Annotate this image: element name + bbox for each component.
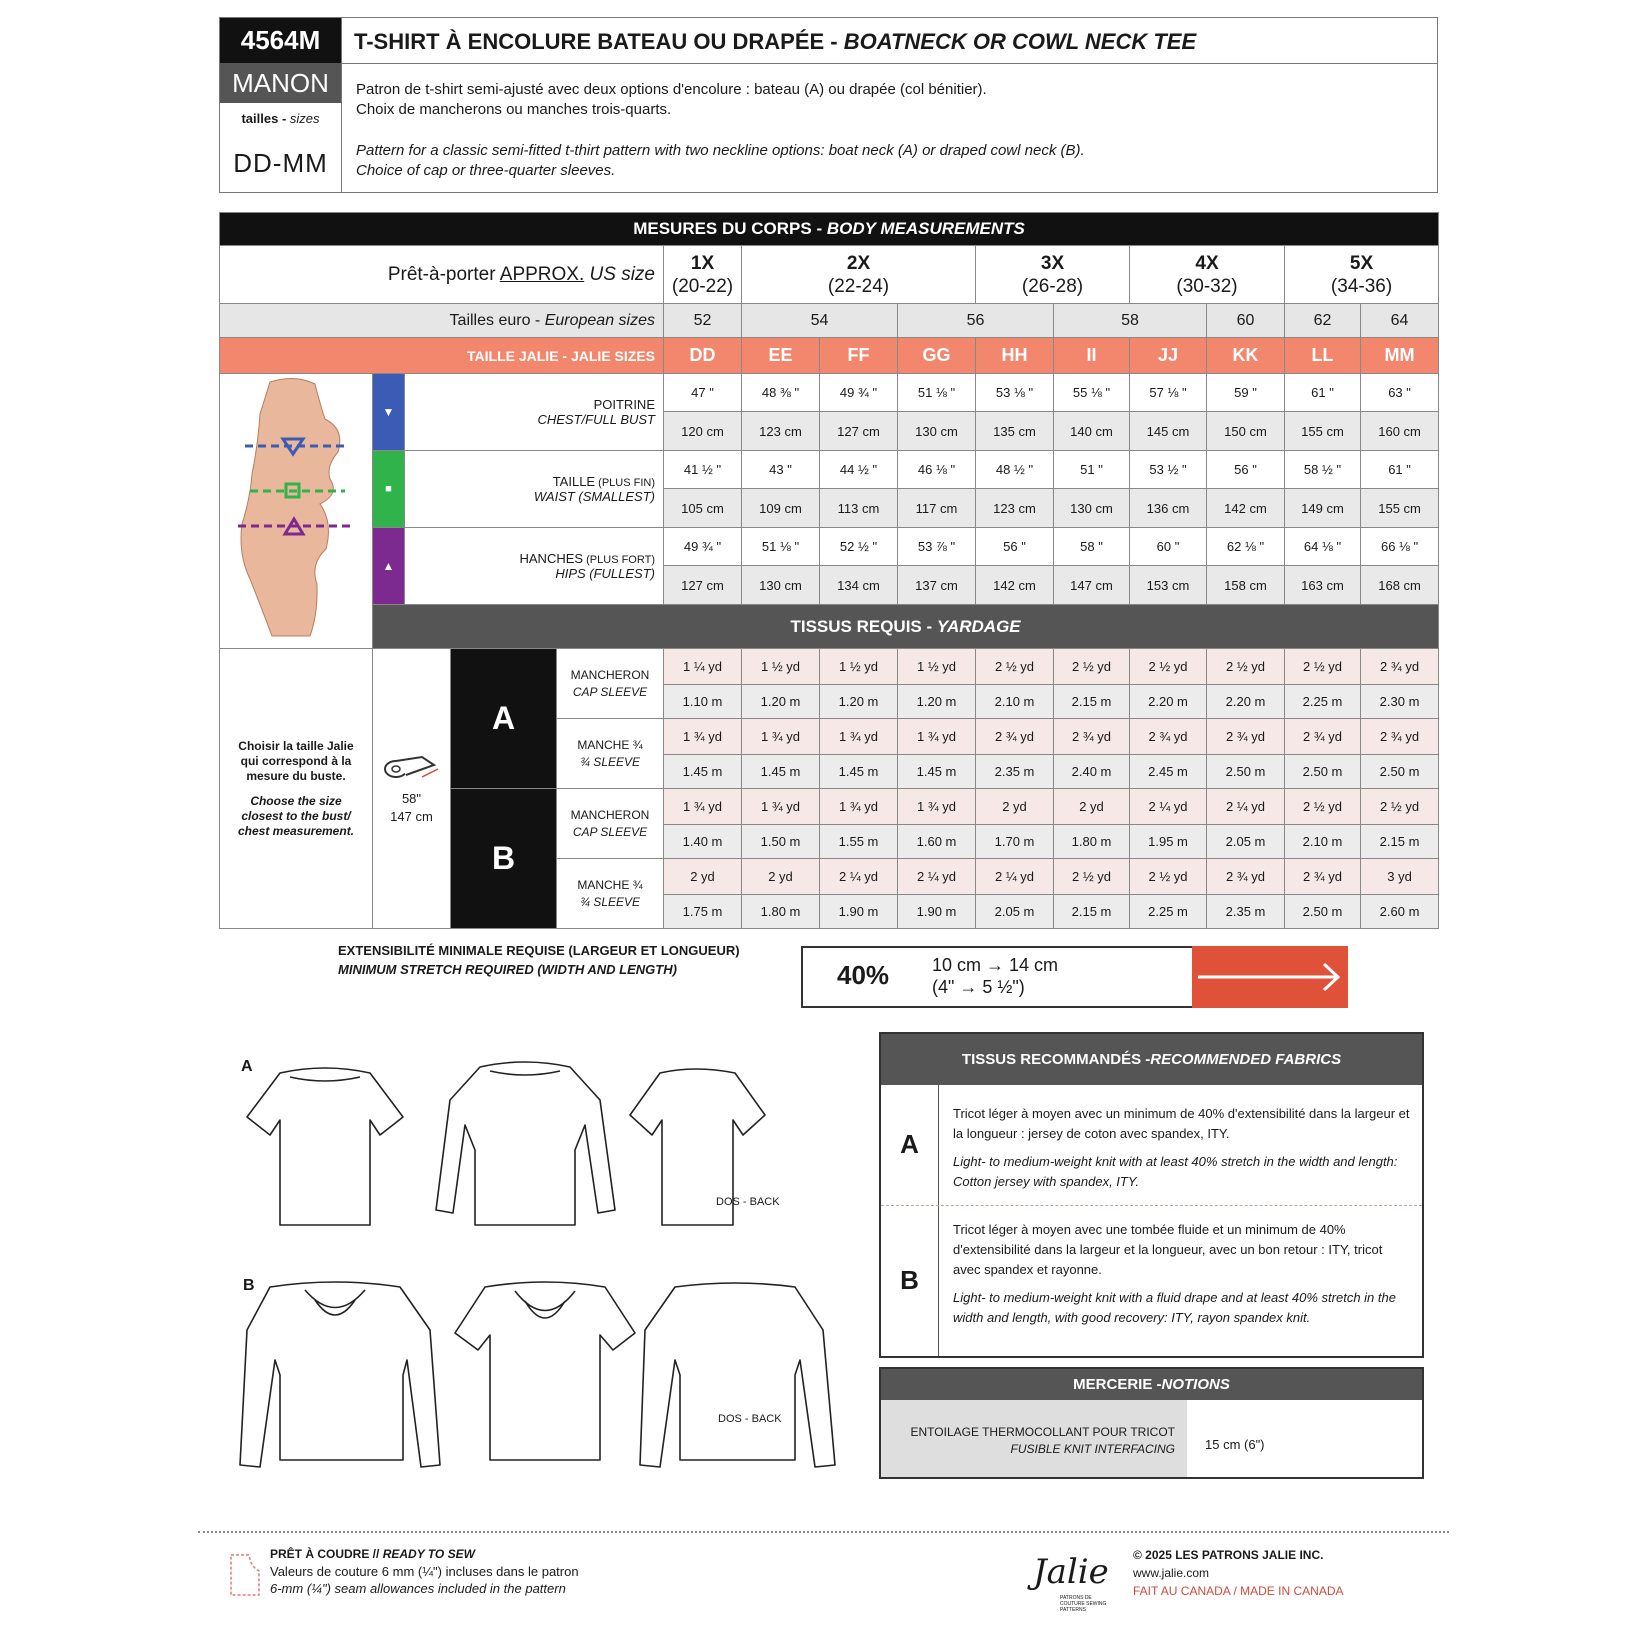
notion-qty: 15 cm (6")	[1205, 1437, 1265, 1452]
yardage-yd: 2 ¼ yd	[1130, 789, 1207, 825]
waist-cm: 113 cm	[820, 489, 898, 528]
jalie-size: KK	[1207, 338, 1285, 374]
us-size-2x: 2X (22-24)	[742, 246, 976, 304]
yardage-m: 2.20 m	[1130, 685, 1207, 719]
euro-size: 56	[898, 304, 1054, 338]
chest-cm: 127 cm	[820, 412, 898, 451]
waist-in: 51 "	[1054, 451, 1130, 489]
yardage-yd: 2 yd	[1054, 789, 1130, 825]
waist-cm: 149 cm	[1285, 489, 1361, 528]
waist-label: TAILLE (PLUS FIN) WAIST (SMALLEST)	[405, 451, 664, 528]
yardage-m: 2.45 m	[1130, 755, 1207, 789]
cap-sleeve-label: MANCHERON CAP SLEEVE	[557, 649, 664, 719]
yardage-m: 2.30 m	[1361, 685, 1439, 719]
yardage-m: 2.25 m	[1130, 895, 1207, 929]
hips-in: 56 "	[976, 528, 1054, 566]
yardage-m: 1.20 m	[820, 685, 898, 719]
yardage-m: 2.10 m	[976, 685, 1054, 719]
yardage-yd: 2 yd	[976, 789, 1054, 825]
hips-cm: 134 cm	[820, 566, 898, 605]
yardage-yd: 1 ½ yd	[742, 649, 820, 685]
jalie-size: MM	[1361, 338, 1439, 374]
yardage-m: 2.05 m	[976, 895, 1054, 929]
body-silhouette-icon	[220, 374, 373, 646]
stretch-gauge	[801, 946, 1348, 1008]
yardage-yd: 2 ¾ yd	[1207, 719, 1285, 755]
hips-in: 66 ⅛ "	[1361, 528, 1439, 566]
hips-cm: 163 cm	[1285, 566, 1361, 605]
hips-cm: 142 cm	[976, 566, 1054, 605]
hips-in: 58 "	[1054, 528, 1130, 566]
choose-size-note: Choisir la taille Jalie qui correspond à la mesure du buste. Choose the size closest to the bust/ chest measurement.	[220, 649, 373, 929]
hips-in: 60 "	[1130, 528, 1207, 566]
yardage-m: 2.50 m	[1361, 755, 1439, 789]
recommended-fabrics	[879, 1032, 1424, 1358]
yardage-m: 2.60 m	[1361, 895, 1439, 929]
fabrics-header: TISSUS RECOMMANDÉS - RECOMMENDED FABRICS	[881, 1034, 1422, 1085]
yardage-m: 1.45 m	[664, 755, 742, 789]
yardage-yd: 2 ½ yd	[1361, 789, 1439, 825]
yardage-m: 2.50 m	[1207, 755, 1285, 789]
yardage-yd: 1 ¾ yd	[898, 719, 976, 755]
waist-cm: 117 cm	[898, 489, 976, 528]
pattern-code: 4564M	[220, 18, 341, 63]
yardage-yd: 2 ¾ yd	[1361, 649, 1439, 685]
waist-cm: 123 cm	[976, 489, 1054, 528]
yardage-m: 2.05 m	[1207, 825, 1285, 859]
pattern-header	[219, 17, 1438, 193]
chest-cm: 135 cm	[976, 412, 1054, 451]
waist-cm: 130 cm	[1054, 489, 1130, 528]
yardage-yd: 2 ¼ yd	[820, 859, 898, 895]
waist-in: 44 ½ "	[820, 451, 898, 489]
yardage-m: 2.20 m	[1207, 685, 1285, 719]
us-size-4x: 4X (30-32)	[1130, 246, 1285, 304]
stretch-arrow-icon	[1192, 946, 1348, 1008]
chest-cm: 130 cm	[898, 412, 976, 451]
yardage-m: 2.15 m	[1054, 685, 1130, 719]
yardage-yd: 3 yd	[1361, 859, 1439, 895]
hips-cm: 147 cm	[1054, 566, 1130, 605]
stretch-percent: 40%	[837, 960, 890, 990]
us-size-1x: 1X (20-22)	[664, 246, 742, 304]
yardage-yd: 2 ½ yd	[1054, 649, 1130, 685]
euro-size: 64	[1361, 304, 1439, 338]
yardage-m: 1.50 m	[742, 825, 820, 859]
hips-in: 52 ½ "	[820, 528, 898, 566]
yardage-yd: 2 ¾ yd	[1285, 719, 1361, 755]
chest-cm: 120 cm	[664, 412, 742, 451]
cap-sleeve-label: MANCHERON CAP SLEEVE	[557, 789, 664, 859]
chest-cm: 160 cm	[1361, 412, 1439, 451]
jalie-size: II	[1054, 338, 1130, 374]
jalie-size-label: TAILLE JALIE - JALIE SIZES	[220, 338, 664, 374]
yardage-yd: 2 ½ yd	[1054, 859, 1130, 895]
jalie-logo-sub: PATRONS DE COUTURE SEWING PATTERNS	[1060, 1595, 1107, 1613]
description-fr: Patron de t-shirt semi-ajusté avec deux options d'encolure : bateau (A) ou drapée (col bénitier). Choix de mancherons ou manches trois-quarts.	[356, 81, 987, 118]
hips-cm: 127 cm	[664, 566, 742, 605]
jalie-size-row	[220, 338, 1439, 374]
yardage-yd: 1 ¾ yd	[664, 789, 742, 825]
fabric-a-label: A	[900, 1129, 919, 1159]
jalie-size: FF	[820, 338, 898, 374]
yardage-m: 1.10 m	[664, 685, 742, 719]
fabric-b-label: B	[900, 1265, 919, 1295]
yardage-m: 1.80 m	[1054, 825, 1130, 859]
view-b-label: B	[451, 789, 557, 929]
chest-in: 61 "	[1285, 374, 1361, 412]
yardage-yd: 2 ¼ yd	[898, 859, 976, 895]
website-link[interactable]: www.jalie.com	[1133, 1566, 1210, 1580]
hips-marker-icon: ▲	[373, 528, 405, 605]
sizes-label: tailles - sizes	[241, 111, 320, 126]
euro-size: 52	[664, 304, 742, 338]
fabric-width: 58" 147 cm	[373, 649, 451, 929]
notions-header: MERCERIE - NOTIONS	[881, 1369, 1422, 1400]
euro-size: 54	[742, 304, 898, 338]
chest-marker-icon: ▼	[373, 374, 405, 451]
yardage-yd: 2 ¼ yd	[976, 859, 1054, 895]
euro-size: 62	[1285, 304, 1361, 338]
yardage-m: 1.20 m	[898, 685, 976, 719]
hips-cm: 153 cm	[1130, 566, 1207, 605]
footer-divider	[198, 1531, 1449, 1533]
size-range: DD-MM	[233, 148, 328, 178]
hips-in: 62 ⅛ "	[1207, 528, 1285, 566]
chest-in: 63 "	[1361, 374, 1439, 412]
yardage-m: 2.50 m	[1285, 755, 1361, 789]
waist-in: 43 "	[742, 451, 820, 489]
jalie-size: DD	[664, 338, 742, 374]
yardage-yd: 2 ¾ yd	[1130, 719, 1207, 755]
yardage-yd: 1 ¼ yd	[664, 649, 742, 685]
yardage-yd: 2 ½ yd	[1130, 649, 1207, 685]
chest-in: 53 ⅛ "	[976, 374, 1054, 412]
waist-in: 48 ½ "	[976, 451, 1054, 489]
yardage-yd: 2 yd	[742, 859, 820, 895]
waist-in: 58 ½ "	[1285, 451, 1361, 489]
chest-in: 55 ⅛ "	[1054, 374, 1130, 412]
yardage-yd: 1 ¾ yd	[742, 789, 820, 825]
chest-cm: 123 cm	[742, 412, 820, 451]
tee-line-drawings-icon	[235, 1055, 855, 1525]
jalie-size: EE	[742, 338, 820, 374]
waist-in: 61 "	[1361, 451, 1439, 489]
yardage-m: 1.45 m	[820, 755, 898, 789]
yardage-m: 1.45 m	[742, 755, 820, 789]
yardage-yd: 1 ¾ yd	[820, 719, 898, 755]
euro-size-label: Tailles euro - European sizes	[220, 304, 664, 338]
notion-item: ENTOILAGE THERMOCOLLANT POUR TRICOT FUSIBLE KNIT INTERFACING	[881, 1400, 1187, 1477]
hips-in: 64 ⅛ "	[1285, 528, 1361, 566]
yardage-yd: 2 ½ yd	[976, 649, 1054, 685]
fabric-b-text: Tricot léger à moyen avec une tombée fluide et un minimum de 40% d'extensibilité dans la largeur et la longueur, avec un bon retour : ITY, tricot avec spandex et rayonne. Light- to medium-weight knit with a fluid drape and at least 40% stretch in the width and length, with good recovery: ITY, rayon spandex knit.	[953, 1222, 1396, 1325]
description-en: Pattern for a classic semi-fitted t-thirt pattern with two neckline options: boat neck (A) or draped cowl neck (B). Choice of cap or three-quarter sleeves.	[356, 142, 1085, 179]
view-a-label: A	[451, 649, 557, 789]
waist-cm: 136 cm	[1130, 489, 1207, 528]
chest-cm: 155 cm	[1285, 412, 1361, 451]
copyright-block: © 2025 LES PATRONS JALIE INC. www.jalie.com FAIT AU CANADA / MADE IN CANADA	[1133, 1548, 1344, 1598]
yardage-m: 1.60 m	[898, 825, 976, 859]
yardage-yd: 2 ¾ yd	[1054, 719, 1130, 755]
yardage-yd: 2 ½ yd	[1130, 859, 1207, 895]
waist-cm: 109 cm	[742, 489, 820, 528]
chest-cm: 145 cm	[1130, 412, 1207, 451]
rtw-size-label: Prêt-à-porter APPROX. US size	[220, 246, 664, 304]
body-figure	[220, 374, 373, 649]
yardage-yd: 1 ¾ yd	[664, 719, 742, 755]
yardage-m: 2.25 m	[1285, 685, 1361, 719]
yardage-yd: 2 ½ yd	[1207, 649, 1285, 685]
seam-allowance-icon	[227, 1551, 263, 1599]
chest-in: 57 ⅛ "	[1130, 374, 1207, 412]
yardage-yd: 1 ¾ yd	[820, 789, 898, 825]
hips-in: 51 ⅛ "	[742, 528, 820, 566]
hips-label: HANCHES (PLUS FORT) HIPS (FULLEST)	[405, 528, 664, 605]
waist-cm: 142 cm	[1207, 489, 1285, 528]
yardage-m: 1.80 m	[742, 895, 820, 929]
yardage-m: 2.50 m	[1285, 895, 1361, 929]
three-quarter-sleeve-label: MANCHE ¾ ¾ SLEEVE	[557, 719, 664, 789]
waist-in: 56 "	[1207, 451, 1285, 489]
page-title: T-SHIRT À ENCOLURE BATEAU OU DRAPÉE - BOATNECK OR COWL NECK TEE	[354, 29, 1197, 54]
chest-in: 47 "	[664, 374, 742, 412]
hips-cm: 130 cm	[742, 566, 820, 605]
yardage-yd: 2 ½ yd	[1285, 789, 1361, 825]
jalie-size: HH	[976, 338, 1054, 374]
yardage-yd: 2 ¾ yd	[1361, 719, 1439, 755]
pattern-name: MANON	[220, 63, 341, 103]
us-size-5x: 5X (34-36)	[1285, 246, 1439, 304]
drawing-a-label: A	[241, 1058, 253, 1075]
three-quarter-sleeve-label: MANCHE ¾ ¾ SLEEVE	[557, 859, 664, 929]
yardage-yd: 1 ½ yd	[898, 649, 976, 685]
yardage-yd: 2 ¾ yd	[1207, 859, 1285, 895]
yardage-yd: 2 ¾ yd	[1285, 859, 1361, 895]
yardage-m: 1.40 m	[664, 825, 742, 859]
waist-in: 46 ⅛ "	[898, 451, 976, 489]
waist-marker-icon: ■	[373, 451, 405, 528]
ready-to-sew: PRÊT À COUDRE // READY TO SEW Valeurs de couture 6 mm (¼") incluses dans le patron 6-mm (¼") seam allowances included in the pattern	[270, 1547, 579, 1596]
yardage-m: 1.90 m	[898, 895, 976, 929]
waist-cm: 105 cm	[664, 489, 742, 528]
chest-in: 48 ⅜ "	[742, 374, 820, 412]
chest-in: 59 "	[1207, 374, 1285, 412]
stretch-label: EXTENSIBILITÉ MINIMALE REQUISE (LARGEUR ET LONGUEUR) MINIMUM STRETCH REQUIRED (WIDTH AND LENGTH)	[338, 943, 740, 977]
yardage-m: 2.10 m	[1285, 825, 1361, 859]
yardage-m: 1.90 m	[820, 895, 898, 929]
yardage-yd: 2 ½ yd	[1285, 649, 1361, 685]
yardage-m: 2.40 m	[1054, 755, 1130, 789]
yardage-yd: 1 ¾ yd	[742, 719, 820, 755]
yardage-m: 2.35 m	[976, 755, 1054, 789]
us-size-3x: 3X (26-28)	[976, 246, 1130, 304]
jalie-size: GG	[898, 338, 976, 374]
measurement-table	[219, 212, 1439, 929]
hips-cm: 158 cm	[1207, 566, 1285, 605]
chest-in: 51 ⅛ "	[898, 374, 976, 412]
yardage-m: 2.15 m	[1054, 895, 1130, 929]
jalie-size: LL	[1285, 338, 1361, 374]
yardage-yd: 2 ¼ yd	[1207, 789, 1285, 825]
yardage-yd: 1 ½ yd	[820, 649, 898, 685]
yardage-m: 2.15 m	[1361, 825, 1439, 859]
hips-cm: 137 cm	[898, 566, 976, 605]
body-measurements-header: MESURES DU CORPS - BODY MEASUREMENTS	[220, 213, 1439, 246]
euro-size: 60	[1207, 304, 1285, 338]
hips-cm: 168 cm	[1361, 566, 1439, 605]
hips-in: 49 ¾ "	[664, 528, 742, 566]
yardage-yd: 2 ¾ yd	[976, 719, 1054, 755]
yardage-m: 1.45 m	[898, 755, 976, 789]
waist-cm: 155 cm	[1361, 489, 1439, 528]
yardage-yd: 2 yd	[664, 859, 742, 895]
yardage-m: 1.95 m	[1130, 825, 1207, 859]
hips-in: 53 ⅞ "	[898, 528, 976, 566]
fabric-a-text: Tricot léger à moyen avec un minimum de 40% d'extensibilité dans la largeur et la longueur : jersey de coton avec spandex, ITY. Light- to medium-weight knit with at least 40% stretch in the width and length: Cotton jersey with spandex, ITY.	[953, 1106, 1410, 1189]
back-view-label: DOS - BACK	[716, 1196, 780, 1208]
jalie-size: JJ	[1130, 338, 1207, 374]
drawing-b-label: B	[243, 1277, 255, 1294]
waist-in: 53 ½ "	[1130, 451, 1207, 489]
waist-in: 41 ½ "	[664, 451, 742, 489]
chest-cm: 140 cm	[1054, 412, 1130, 451]
yardage-header: TISSUS REQUIS - YARDAGE	[373, 605, 1439, 649]
chest-cm: 150 cm	[1207, 412, 1285, 451]
yardage-m: 1.55 m	[820, 825, 898, 859]
back-view-label: DOS - BACK	[718, 1413, 782, 1425]
yardage-m: 1.75 m	[664, 895, 742, 929]
jalie-logo: Jalie	[1033, 1552, 1109, 1592]
yardage-m: 1.70 m	[976, 825, 1054, 859]
yardage-yd: 1 ¾ yd	[898, 789, 976, 825]
euro-size: 58	[1054, 304, 1207, 338]
fabric-roll-icon	[382, 751, 442, 785]
notions	[879, 1367, 1424, 1479]
yardage-m: 2.35 m	[1207, 895, 1285, 929]
chest-in: 49 ¾ "	[820, 374, 898, 412]
yardage-m: 1.20 m	[742, 685, 820, 719]
chest-label: POITRINE CHEST/FULL BUST	[405, 374, 664, 451]
stretch-dimensions: 10 cm → 14 cm (4" → 5 ½")	[932, 955, 1059, 997]
